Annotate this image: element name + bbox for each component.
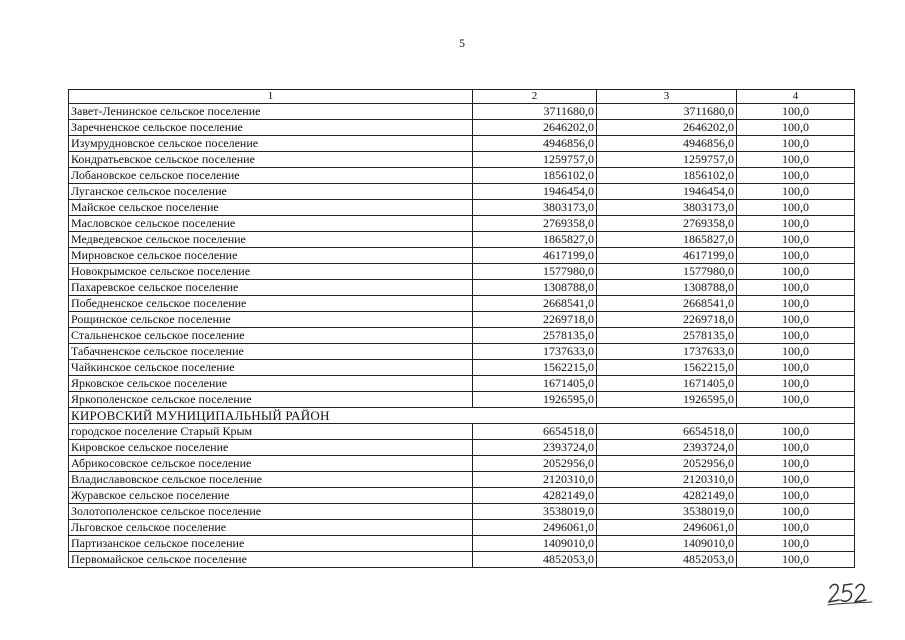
settlement-name-cell: Табачненское сельское поселение [69,344,473,360]
value-col2-cell: 1926595,0 [473,392,597,408]
settlement-name-cell: Чайкинское сельское поселение [69,360,473,376]
settlement-name-cell: Яркополенское сельское поселение [69,392,473,408]
value-col3-cell: 4852053,0 [597,552,737,568]
value-col3-cell: 1308788,0 [597,280,737,296]
table-row [69,280,855,296]
value-col4-cell: 100,0 [737,312,855,328]
settlement-name-cell: Мирновское сельское поселение [69,248,473,264]
value-col3-cell: 2769358,0 [597,216,737,232]
value-col4-cell: 100,0 [737,264,855,280]
value-col3-cell: 3711680,0 [597,104,737,120]
value-col3-cell: 1562215,0 [597,360,737,376]
table-row [69,520,855,536]
table-row [69,472,855,488]
value-col2-cell: 1671405,0 [473,376,597,392]
table-row [69,296,855,312]
value-col2-cell: 1259757,0 [473,152,597,168]
settlement-name-cell: Абрикосовское сельское поселение [69,456,473,472]
value-col2-cell: 1577980,0 [473,264,597,280]
settlement-name-cell: Рощинское сельское поселение [69,312,473,328]
value-col3-cell: 3803173,0 [597,200,737,216]
value-col3-cell: 1409010,0 [597,536,737,552]
value-col4-cell: 100,0 [737,424,855,440]
section-row [69,408,855,424]
value-col3-cell: 1737633,0 [597,344,737,360]
table-row [69,376,855,392]
table-row [69,328,855,344]
settlement-name-cell: Кондратьевское сельское поселение [69,152,473,168]
value-col4-cell: 100,0 [737,536,855,552]
table-row [69,136,855,152]
value-col3-cell: 2646202,0 [597,120,737,136]
table-row [69,360,855,376]
value-col2-cell: 4617199,0 [473,248,597,264]
value-col4-cell: 100,0 [737,328,855,344]
value-col4-cell: 100,0 [737,168,855,184]
value-col2-cell: 6654518,0 [473,424,597,440]
settlement-name-cell: Новокрымское сельское поселение [69,264,473,280]
settlement-name-cell: Медведевское сельское поселение [69,232,473,248]
value-col4-cell: 100,0 [737,456,855,472]
value-col4-cell: 100,0 [737,136,855,152]
table-row [69,104,855,120]
value-col3-cell: 3538019,0 [597,504,737,520]
settlement-name-cell: Изумрудновское сельское поселение [69,136,473,152]
table-row [69,536,855,552]
table-row [69,232,855,248]
value-col2-cell: 1865827,0 [473,232,597,248]
value-col4-cell: 100,0 [737,552,855,568]
value-col4-cell: 100,0 [737,280,855,296]
value-col2-cell: 1856102,0 [473,168,597,184]
value-col3-cell: 2120310,0 [597,472,737,488]
value-col2-cell: 2269718,0 [473,312,597,328]
value-col3-cell: 1926595,0 [597,392,737,408]
value-col2-cell: 2120310,0 [473,472,597,488]
value-col3-cell: 4282149,0 [597,488,737,504]
value-col2-cell: 1562215,0 [473,360,597,376]
table-row [69,312,855,328]
value-col2-cell: 4852053,0 [473,552,597,568]
header-cell-3: 3 [597,90,737,104]
value-col2-cell: 2496061,0 [473,520,597,536]
settlement-name-cell: Майское сельское поселение [69,200,473,216]
value-col2-cell: 1308788,0 [473,280,597,296]
budget-table [68,89,855,568]
settlement-name-cell: Масловское сельское поселение [69,216,473,232]
value-col3-cell: 1946454,0 [597,184,737,200]
settlement-name-cell: городское поселение Старый Крым [69,424,473,440]
settlement-name-cell: Завет-Ленинское сельское поселение [69,104,473,120]
settlement-name-cell: Ярковское сельское поселение [69,376,473,392]
value-col4-cell: 100,0 [737,440,855,456]
value-col3-cell: 2496061,0 [597,520,737,536]
value-col3-cell: 4617199,0 [597,248,737,264]
table-row [69,440,855,456]
handwritten-page-number [826,578,874,608]
value-col2-cell: 3803173,0 [473,200,597,216]
value-col3-cell: 1856102,0 [597,168,737,184]
value-col4-cell: 100,0 [737,232,855,248]
value-col3-cell: 2052956,0 [597,456,737,472]
table-row [69,552,855,568]
settlement-name-cell: Победненское сельское поселение [69,296,473,312]
value-col3-cell: 2578135,0 [597,328,737,344]
value-col2-cell: 2578135,0 [473,328,597,344]
settlement-name-cell: Луганское сельское поселение [69,184,473,200]
table-row [69,264,855,280]
value-col4-cell: 100,0 [737,200,855,216]
settlement-name-cell: Владиславовское сельское поселение [69,472,473,488]
value-col3-cell: 6654518,0 [597,424,737,440]
value-col4-cell: 100,0 [737,216,855,232]
settlement-name-cell: Заречненское сельское поселение [69,120,473,136]
value-col3-cell: 1671405,0 [597,376,737,392]
table-row [69,344,855,360]
table-row [69,392,855,408]
value-col4-cell: 100,0 [737,344,855,360]
value-col4-cell: 100,0 [737,504,855,520]
table-header-row [69,90,855,104]
value-col4-cell: 100,0 [737,520,855,536]
value-col4-cell: 100,0 [737,488,855,504]
value-col3-cell: 1259757,0 [597,152,737,168]
value-col2-cell: 1946454,0 [473,184,597,200]
value-col2-cell: 1737633,0 [473,344,597,360]
settlement-name-cell: Партизанское сельское поселение [69,536,473,552]
value-col2-cell: 4282149,0 [473,488,597,504]
section-title: КИРОВСКИЙ МУНИЦИПАЛЬНЫЙ РАЙОН [69,408,855,424]
value-col2-cell: 2769358,0 [473,216,597,232]
value-col2-cell: 1409010,0 [473,536,597,552]
value-col2-cell: 4946856,0 [473,136,597,152]
settlement-name-cell: Льговское сельское поселение [69,520,473,536]
settlement-name-cell: Журавское сельское поселение [69,488,473,504]
settlement-name-cell: Пахаревское сельское поселение [69,280,473,296]
value-col3-cell: 2668541,0 [597,296,737,312]
table-row [69,424,855,440]
value-col4-cell: 100,0 [737,184,855,200]
table-row [69,152,855,168]
value-col4-cell: 100,0 [737,120,855,136]
value-col3-cell: 1865827,0 [597,232,737,248]
settlement-name-cell: Лобановское сельское поселение [69,168,473,184]
table-row [69,504,855,520]
value-col4-cell: 100,0 [737,152,855,168]
value-col4-cell: 100,0 [737,376,855,392]
table-row [69,488,855,504]
settlement-name-cell: Кировское сельское поселение [69,440,473,456]
value-col2-cell: 2052956,0 [473,456,597,472]
value-col3-cell: 2269718,0 [597,312,737,328]
value-col2-cell: 3538019,0 [473,504,597,520]
header-cell-4: 4 [737,90,855,104]
settlement-name-cell: Первомайское сельское поселение [69,552,473,568]
value-col4-cell: 100,0 [737,296,855,312]
table-row [69,200,855,216]
value-col4-cell: 100,0 [737,248,855,264]
value-col4-cell: 100,0 [737,472,855,488]
value-col4-cell: 100,0 [737,104,855,120]
page-number: 5 [459,36,465,50]
value-col3-cell: 1577980,0 [597,264,737,280]
settlement-name-cell: Золотополенское сельское поселение [69,504,473,520]
table-row [69,120,855,136]
value-col3-cell: 4946856,0 [597,136,737,152]
header-cell-2: 2 [473,90,597,104]
table-row [69,216,855,232]
table-row [69,184,855,200]
value-col2-cell: 2646202,0 [473,120,597,136]
table-row [69,456,855,472]
value-col2-cell: 3711680,0 [473,104,597,120]
settlement-name-cell: Стальненское сельское поселение [69,328,473,344]
value-col4-cell: 100,0 [737,392,855,408]
value-col4-cell: 100,0 [737,360,855,376]
value-col2-cell: 2393724,0 [473,440,597,456]
table-row [69,168,855,184]
value-col3-cell: 2393724,0 [597,440,737,456]
value-col2-cell: 2668541,0 [473,296,597,312]
header-cell-1: 1 [69,90,473,104]
table-row [69,248,855,264]
